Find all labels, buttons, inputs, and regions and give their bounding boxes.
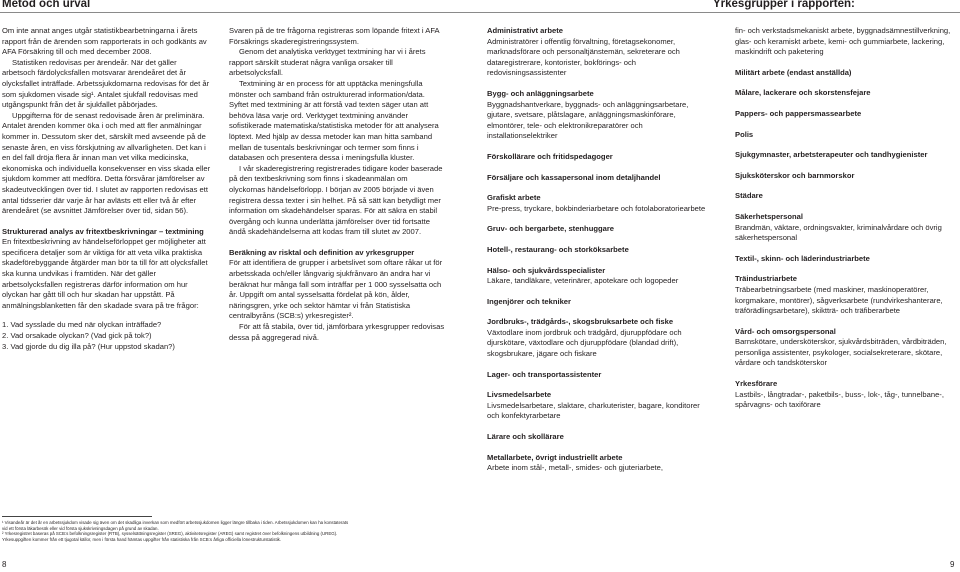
occupation-group [487,317,711,359]
occupation-title: Pappers- och pappersmassearbete [735,108,862,118]
occupation-description: Växtodlare inom jordbruk och trädgård, djuruppfödare och djurskötare, växtodlare och djuruppfödare (blandad drift), skogsbrukare, jägare och fiskare [487,327,682,359]
paragraph: Textmining är en process för att upptäcka meningsfulla mönster och samband från ostrukturerad information/data. Syftet med textmining är att förstå vad texten säger utan att behöva läsa varje ord. Verktyget textmining använder sofistikerade matematiska/statistiska metoder för att analysera löptext. Med hjälp av dessa metoder kan man hitta samband mellan de tusentals beskrivningar och termer som finns i databasen och presentera dessa i meningsfulla kluster. [229,78,439,163]
occupation-group [735,26,955,58]
occupation-group [487,453,711,474]
occupation-title: Grafiskt arbete [487,193,541,203]
occupation-title: Säkerhetspersonal [735,211,803,221]
occupation-description: Livsmedelsarbetare, slaktare, charkuterister, bagare, konditorer och konfektyrarbetare [487,400,700,421]
column-2 [229,26,445,343]
occupation-title: Målare, lackerare och skorstensfejare [735,88,871,98]
occupation-description: Brandmän, väktare, ordningsvakter, kriminalvårdare och övrig säkerhetspersonal [735,222,942,243]
header-band [0,0,960,13]
paragraph: Om inte annat anges utgår statistikbearbetningarna i årets rapport från de ärenden som rapporterats in och godkänts av AFA Försäkring till och med december 2008. [2,26,207,57]
occupation-description: Byggnadshantverkare, byggnads- och anläggningsarbetare, gjutare, svetsare, plåtslagare, anläggningsmaskinförare, elmontörer, tele- och elektronikreparatörer och installationselektriker [487,99,689,141]
footnote-divider [2,516,152,517]
occupation-title: Jordbruks-, trädgårds-, skogsbruksarbete och fiske [487,317,674,327]
occupation-title: Militärt arbete (endast anställda) [735,67,852,77]
occupation-group [487,26,711,79]
occupation-description: Träbearbetningsarbete (med maskiner, maskinoperatörer, korgmakare, montörer), sågverksarbete (rundvirkeshanterare, träförädlingsarbetare), skiktträ- och träfiberarbete [735,284,943,316]
occupation-group [735,191,955,202]
occupation-title: Sjukgymnaster, arbetsterapeuter och tandhygienister [735,150,928,160]
question-item: 2. Vad orsakade olyckan? (Vad gick på tok?) [2,331,152,341]
section-title-occupational-groups: Yrkesgrupper i rapporten: [713,0,855,10]
occupation-group [487,266,711,287]
paragraph: I vår skaderegistrering registrerades tidigare koder baserade på den textbeskrivning som finns i skadeanmälan om olyckornas händelseförlopp. I början av 2005 började vi även registrera dessa texter i sin helhet. På så sätt kan betydligt mer information om skadehändelser sparas. För att säkra en stabil övergång och kunna underlätta jämförelser över tid fortsatte ändå skadehändelserna att kodas fram till slutet av 2007. [229,163,443,237]
paragraph: För att identifiera de grupper i arbetslivet som oftare råkar ut för arbetsskada och/eller långvarig sjukfrånvaro än andra har vi beräknat hur många fall som inträffar per 1 000 sysselsatta och år. Uppgift om antal sysselsatta fördelat på kön, ålder, näringsgren, yrke och sektor hämtar vi från Statistiska centralbyråns (SCB:s) yrkesregister². [229,258,443,321]
occupation-description: Lastbils-, långtradar-, paketbils-, buss-, lok-, tåg-, tunnelbane-, spårvagns- och taxiförare [735,389,944,410]
occupation-group [735,130,955,141]
occupation-description: fin- och verkstadsmekaniskt arbete, byggnadsämnestillverkning, glas- och keramiskt arbete, kemi- och gummiarbete, lackering, maskindrift och paketering [735,26,951,57]
occupation-description: Pre-press, tryckare, bokbinderiarbetare och fotolaboratoriearbete [487,203,706,213]
paragraph: En fritextbeskrivning av händelseförloppet ger möjligheter att specificera detaljer som är viktiga för att veta vilka praktiska skadeförebyggande åtgärder man bör ta till för att olycksfallet ska kunna undvikas i framtiden. När det gäller arbetsolycksfallen registreras därför information om hur olyckan har gått till och hur skadan har uppstått. På anmälningsblanketten får den skadade svara på tre frågor: [2,237,208,310]
footnote-line: ² Yrkesregistret baseras på SCB:s befolkningsregister (RTB), sysselsättningsregister (SREG), aktivitetsregister (AREG) samt registret över befolkningens utbildning (UREG). [2,531,338,537]
occupation-description: Arbete inom stål-, metall-, smides- och gjuteriarbete, [487,463,663,473]
column-1 [2,26,212,352]
occupation-title: Sjuksköterskor och barnmorskor [735,170,855,180]
occupation-title: Textil-, skinn- och läderindustriarbete [735,253,870,263]
occupation-group [487,370,711,381]
section-title-method: Metod och urval [2,0,91,10]
column-4-occupations [735,26,955,421]
occupation-title: Lärare och skollärare [487,432,564,442]
occupation-group [735,274,955,316]
occupation-group [487,245,711,256]
occupation-description: Läkare, tandläkare, veterinärer, apotekare och logopeder [487,276,679,286]
occupation-title: Vård- och omsorgspersonal [735,326,836,336]
occupation-title: Yrkesförare [735,379,778,389]
occupation-group [735,327,955,369]
occupation-title: Ingenjörer och tekniker [487,296,571,306]
occupation-title: Lager- och transportassistenter [487,369,602,379]
footnotes [2,520,502,542]
occupation-title: Förskollärare och fritidspedagoger [487,151,613,161]
occupation-group [735,379,955,411]
occupation-group [487,390,711,422]
occupation-title: Hotell-, restaurang- och storköksarbete [487,244,629,254]
occupation-group [487,224,711,235]
occupation-title: Livsmedelsarbete [487,390,552,400]
occupation-group [735,212,955,244]
occupation-group [487,432,711,443]
occupation-group [735,150,955,161]
paragraph: Statistiken redovisas per ärendeår. När det gäller arbetsoch färdolycksfallen motsvarar ärendeåret det år olycksfallet inträffade. Arbetssjukdomarna redovisas för det år som sjukdomen visade sig¹. Antalet sjukfall redovisas med utgångspunkt från det år sjukfallet påbörjades. [2,57,210,110]
occupation-group [487,173,711,184]
occupation-group [487,89,711,142]
occupation-group [487,193,711,214]
paragraph: Uppgifterna för de senast redovisade åren är preliminära. Antalet ärenden kommer öka i och med att fler anmälningar kommer in. Dessutom sker det, särskilt med avseende på de senaste åren, en viss förskjutning av allvarligheten. Det kan i en del fall dröja flera år innan man vet vilka medicinska, ekonomiska och individuella konsekvenser en viss skada eller sjukdom kommer att medföra. Detta försvårar jämförelser av skadeutvecklingen över tid. I slutet av rapporten redovisas ett antal tidsserier där varje år har avlästs ett eller två år efter ärendeåret (se avsnittet Jämförelser över tid, sidan 56). [2,110,211,216]
occupation-group [735,88,955,99]
paragraph: För att få stabila, över tid, jämförbara yrkesgrupper redovisas dessa på aggregerad nivå. [229,322,445,342]
occupation-group [735,171,955,182]
footnote-line: Yrkesuppgiften kommer från ett tjugotal källor, men i första hand hämtas uppgifter från statistiska från SCB:s årliga officiella lönestrukturstatistik. [2,536,282,542]
occupation-title: Försäljare och kassapersonal inom detaljhandel [487,172,661,182]
occupation-title: Gruv- och bergarbete, stenhuggare [487,224,615,234]
occupation-group [735,109,955,120]
occupation-group [487,297,711,308]
occupation-title: Hälso- och sjukvårdsspecialister [487,265,606,275]
occupation-title: Metallarbete, övrigt industriellt arbete [487,452,623,462]
textmining-heading: Strukturerad analys av fritextbeskrivningar – textmining [2,226,204,236]
occupation-description: Barnskötare, undersköterskor, sjukvårdsbiträden, vårdbiträden, personliga assistenter, psykologer, socialsekreterare, skötare, vårdare och tandsköterskor [735,337,947,368]
occupation-description: Administratörer i offentlig förvaltning, företagsekonomer, marknadsförare och personaltjänstemän, sekreterare och dataregistrerare, kontorister, bokförings- och redovisningsassistenter [487,36,680,78]
footnote-line: vid ett första läkarbesök eller vid första sjukskrivningsdagen på grund av skadan. [2,525,159,531]
page-number-right: 9 [950,560,955,569]
page-number-left: 8 [2,560,7,569]
occupation-title: Träindustriarbete [735,274,798,284]
occupation-group [735,254,955,265]
column-3-occupations [487,26,711,484]
occupation-title: Städare [735,191,763,201]
occupation-title: Bygg- och anläggningsarbete [487,88,594,98]
occupation-group [487,152,711,163]
question-item: 1. Vad sysslade du med när olyckan inträffade? [2,320,162,330]
occupation-title: Administrativt arbete [487,26,563,35]
paragraph: Genom det analytiska verktyget textmining har vi i årets rapport särskilt studerat några vanliga orsaker till arbetsolycksfall. [229,47,426,78]
footnote-line: ¹ Visandeår är det år en arbetssjukdom visade sig även om det skadliga inverkan som medfört arbetssjukdomen ligger längre tillbaka i tiden. Arbetssjukdomen kan ha konstaterats [2,520,349,525]
risk-heading: Beräkning av risktal och definition av yrkesgrupper [229,247,415,257]
paragraph: Svaren på de tre frågorna registreras som löpande fritext i AFA Försäkrings skaderegistreringssystem. [229,26,440,46]
occupation-group [735,68,955,79]
occupation-title: Polis [735,129,754,139]
question-item: 3. Vad gjorde du dig illa på? (Hur uppstod skadan?) [2,341,175,351]
